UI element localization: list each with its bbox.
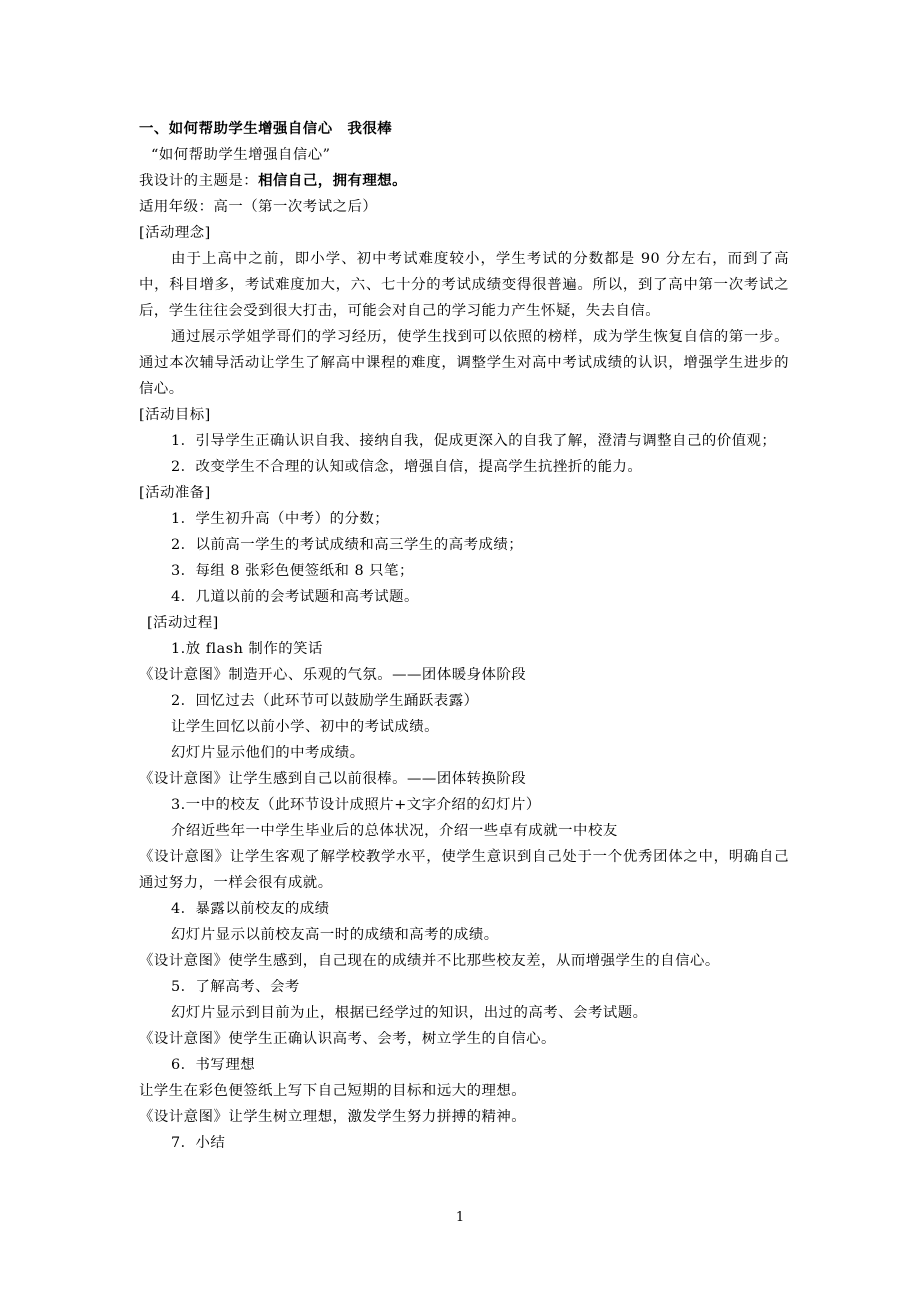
- step-2-line-2: 幻灯片显示他们的中考成绩。: [171, 745, 365, 761]
- page-number: 1: [455, 1210, 465, 1225]
- theme-prefix: 我设计的主题是：: [139, 173, 259, 189]
- step-6-intent: 《设计意图》让学生树立理想，激发学生努力拼搏的精神。: [139, 1109, 527, 1125]
- goal-item-2: 2．改变学生不合理的认知或信念，增强自信，提高学生抗挫折的能力。: [171, 459, 643, 475]
- topic-quote: “如何帮助学生增强自信心”: [151, 147, 331, 163]
- prep-item-3: 3．每组 8 张彩色便签纸和 8 只笔；: [171, 563, 414, 579]
- goal-label: [活动目标]: [139, 407, 211, 423]
- process-label: [活动过程]: [147, 615, 219, 631]
- theme-value: 相信自己，拥有理想。: [258, 172, 408, 189]
- step-5-intent: 《设计意图》使学生正确认识高考、会考，树立学生的自信心。: [139, 1031, 556, 1047]
- step-3-intent: 《设计意图》让学生客观了解学校教学水平，使学生意识到自己处于一个优秀团体之中，明确自己通过努力，一样会很有成就。: [139, 849, 789, 891]
- step-3-title: 3.一中的校友（此环节设计成照片+文字介绍的幻灯片）: [171, 797, 541, 813]
- prep-item-1: 1．学生初升高（中考）的分数；: [171, 511, 390, 527]
- concept-paragraph-2: 通过展示学姐学哥们的学习经历，使学生找到可以依照的榜样，成为学生恢复自信的第一步。通过本次辅导活动让学生了解高中课程的难度，调整学生对高中考试成绩的认识，增强学生进步的信心。: [139, 329, 789, 397]
- goal-item-1: 1．引导学生正确认识自我、接纳自我，促成更深入的自我了解，澄清与调整自己的价值观；: [171, 433, 777, 449]
- grade-line: 适用年级：高一（第一次考试之后）: [139, 199, 378, 215]
- step-5-title: 5．了解高考、会考: [171, 979, 300, 995]
- prep-item-4: 4．几道以前的会考试题和高考试题。: [171, 589, 419, 605]
- step-6-line-1: 让学生在彩色便签纸上写下自己短期的目标和远大的理想。: [139, 1083, 527, 1099]
- step-4-intent: 《设计意图》使学生感到，自己现在的成绩并不比那些校友差，从而增强学生的自信心。: [139, 953, 720, 969]
- section-heading: 一、如何帮助学生增强自信心 我很棒: [139, 120, 393, 137]
- step-1-intent: 《设计意图》制造开心、乐观的气氛。——团体暖身体阶段: [139, 667, 527, 683]
- prep-item-2: 2．以前高一学生的考试成绩和高三学生的高考成绩；: [171, 537, 524, 553]
- step-2-intent: 《设计意图》让学生感到自己以前很棒。——团体转换阶段: [139, 771, 527, 787]
- step-2-title: 2．回忆过去（此环节可以鼓励学生踊跃表露）: [171, 693, 479, 709]
- step-6-title: 6．书写理想: [171, 1057, 256, 1073]
- step-4-title: 4．暴露以前校友的成绩: [171, 901, 330, 917]
- step-5-line-1: 幻灯片显示到目前为止，根据已经学过的知识，出过的高考、会考试题。: [171, 1005, 648, 1021]
- step-2-line-1: 让学生回忆以前小学、初中的考试成绩。: [171, 719, 440, 735]
- step-4-line-1: 幻灯片显示以前校友高一时的成绩和高考的成绩。: [171, 927, 499, 943]
- concept-label: [活动理念]: [139, 225, 211, 241]
- document-body: [139, 116, 789, 1156]
- theme-line: [139, 168, 789, 194]
- concept-paragraph-1: 由于上高中之前，即小学、初中考试难度较小，学生考试的分数都是 90 分左右，而到了高中，科目增多，考试难度加大，六、七十分的考试成绩变得很普遍。所以，到了高中第一次考试之后，学生往往会受到很大打击，可能会对自己的学习能力产生怀疑，失去自信。: [139, 251, 789, 319]
- step-3-line-1: 介绍近些年一中学生毕业后的总体状况，介绍一些卓有成就一中校友: [171, 823, 618, 839]
- step-7-title: 7．小结: [171, 1135, 226, 1151]
- step-1-title: 1.放 flash 制作的笑话: [171, 641, 323, 657]
- prep-label: [活动准备]: [139, 485, 211, 501]
